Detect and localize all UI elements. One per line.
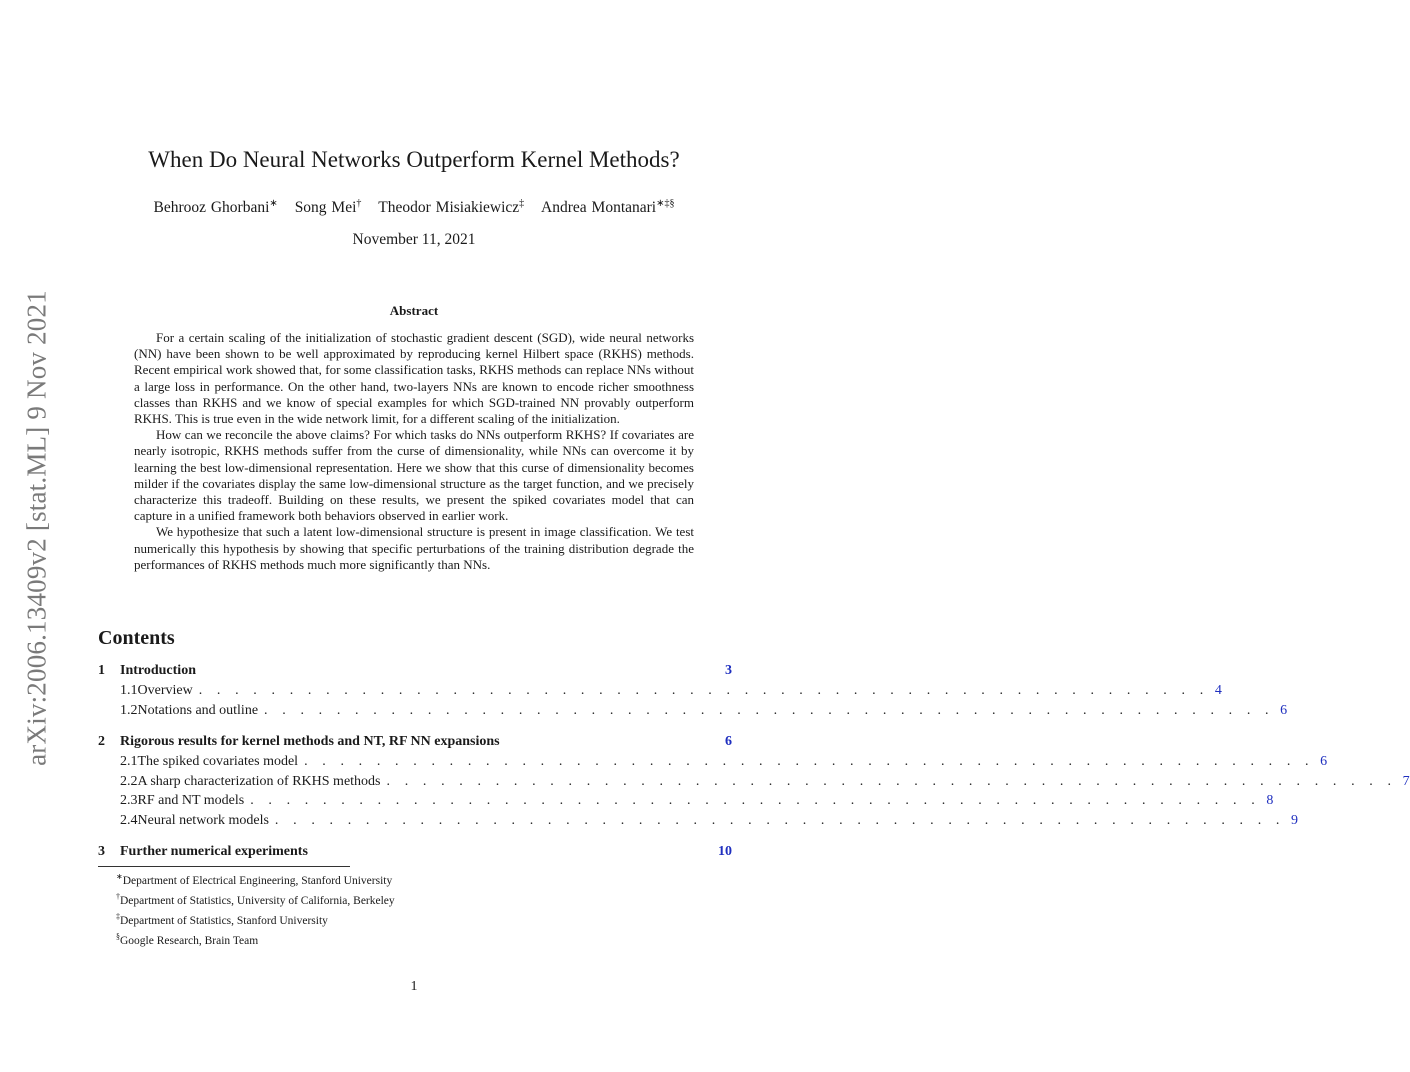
abstract-body [134,330,694,573]
paper-date: November 11, 2021 [352,231,476,248]
toc-page-link[interactable]: 4 [1214,683,1222,698]
table-of-contents [98,663,1410,864]
toc-subsection-title: Overview [137,683,193,698]
toc-subsection-number: 1.1 [120,683,138,698]
contents-heading: Contents [98,627,175,649]
toc-leader-dots: . . . . . . . . . . . . . . . . . . . . . . . . . . . . . . . . . . . . . . . . . . . . . . . . . . . . . . . . [198,683,1209,698]
footnote-affiliation: ‡Department of Statistics, Stanford University [116,912,328,928]
page-number: 1 [410,979,418,994]
toc-subsection-title: The spiked covariates model [137,754,299,769]
toc-subsection-title: Neural network models [137,812,269,828]
toc-subsection-overview[interactable] [98,683,1222,703]
toc-leader-dots: . . . . . . . . . . . . . . . . . . . . . . . . . . . . . . . . . . . . . . . . . . . . . . . . . . . . . . . . [386,773,1397,789]
toc-section-title: Further numerical experiments [120,844,308,859]
toc-subsection-number: 2.4 [120,812,138,828]
toc-page-link[interactable]: 8 [1266,793,1274,808]
abstract-paragraph: For a certain scaling of the initialization of stochastic gradient descent (SGD), wide neural networks (NN) have been shown to be well approximated by reproducing kernel Hilbert space (RKHS) methods. Recent empirical work showed that, for some classification tasks, RKHS methods can replace NNs without a large loss in performance. On the other hand, two-layers NNs are known to encode richer smoothness classes than RKHS and we know of special examples for which SGD-trained NN provably outperform RKHS. This is true even in the wide network limit, for a different scaling of the initialization. [134,330,694,427]
author: Andrea Montanari∗‡§ [541,198,675,217]
toc-page-link[interactable]: 6 [1320,754,1328,769]
footnote-affiliation: †Department of Statistics, University of California, Berkeley [116,892,395,907]
toc-subsection-number: 1.2 [120,702,138,718]
toc-section-number: 1 [98,663,105,678]
toc-section-number: 3 [98,844,105,859]
toc-subsection-title: Notations and outline [137,702,259,718]
footnotes [116,869,395,950]
toc-subsection-neural-network-models[interactable] [98,812,1299,833]
toc-page-link[interactable]: 3 [725,663,732,678]
arxiv-stamp-text: arXiv:2006.13409v2 [stat.ML] 9 Nov 2021 [21,290,52,766]
toc-leader-dots: . . . . . . . . . . . . . . . . . . . . . . . . . . . . . . . . . . . . . . . . . . . . . . . . . . . . . . . . [304,754,1315,769]
toc-subsection-number: 2.2 [120,773,138,789]
toc-subsection-title: RF and NT models [137,793,245,808]
toc-subsection-rf-nt-models[interactable] [98,793,1274,813]
paper-title: When Do Neural Networks Outperform Kernel Methods? [148,147,680,172]
toc-subsection-title: A sharp characterization of RKHS methods [137,773,381,789]
footnote-divider [98,866,350,867]
abstract-paragraph: We hypothesize that such a latent low-dimensional structure is present in image classification. We test numerically this hypothesis by showing that specific perturbations of the training distribution degrade the performances of RKHS methods much more significantly than NNs. [134,524,694,572]
toc-subsection-sharp-characterization[interactable] [98,773,1410,794]
abstract-paragraph: How can we reconcile the above claims? For which tasks do NNs outperform RKHS? If covariates are nearly isotropic, RKHS methods suffer from the curse of dimensionality, while NNs can overcome it by learning the best low-dimensional representation. Here we show that this curse of dimensionality becomes milder if the covariates display the same low-dimensional structure as the target function, and we precisely characterize this tradeoff. Building on these results, we present the spiked covariates model that can capture in a unified framework both behaviors observed in earlier work. [134,427,694,524]
footnote-affiliation: §Google Research, Brain Team [116,932,259,948]
author: Song Mei† [294,198,362,217]
toc-leader-dots: . . . . . . . . . . . . . . . . . . . . . . . . . . . . . . . . . . . . . . . . . . . . . . . . . . . . . . . . [250,793,1261,808]
toc-subsection-notations[interactable] [98,702,1288,723]
toc-subsection-number: 2.3 [120,793,138,808]
toc-page-link[interactable]: 6 [725,734,732,749]
author: Behrooz Ghorbani∗ [153,198,278,217]
toc-page-link[interactable]: 10 [718,844,732,859]
toc-page-link[interactable]: 9 [1291,812,1299,828]
toc-subsection-spiked-covariates[interactable] [98,754,1328,774]
toc-section-introduction[interactable] [98,663,732,683]
toc-subsection-number: 2.1 [120,754,138,769]
abstract-heading: Abstract [389,303,439,318]
toc-section-numerical-experiments[interactable] [98,844,732,864]
author: Theodor Misiakiewicz‡ [378,198,525,217]
toc-section-title: Rigorous results for kernel methods and NT, RF NN expansions [120,734,500,749]
toc-leader-dots: . . . . . . . . . . . . . . . . . . . . . . . . . . . . . . . . . . . . . . . . . . . . . . . . . . . . . . . . [274,812,1286,828]
toc-leader-dots: . . . . . . . . . . . . . . . . . . . . . . . . . . . . . . . . . . . . . . . . . . . . . . . . . . . . . . . . [264,702,1275,718]
toc-section-number: 2 [98,734,105,749]
toc-page-link[interactable]: 6 [1280,702,1288,718]
toc-section-rigorous-results[interactable] [98,734,732,754]
author-list [0,198,828,217]
toc-page-link[interactable]: 7 [1402,773,1410,789]
footnote-affiliation: ∗Department of Electrical Engineering, Stanford University [116,872,393,887]
toc-section-title: Introduction [120,663,196,678]
